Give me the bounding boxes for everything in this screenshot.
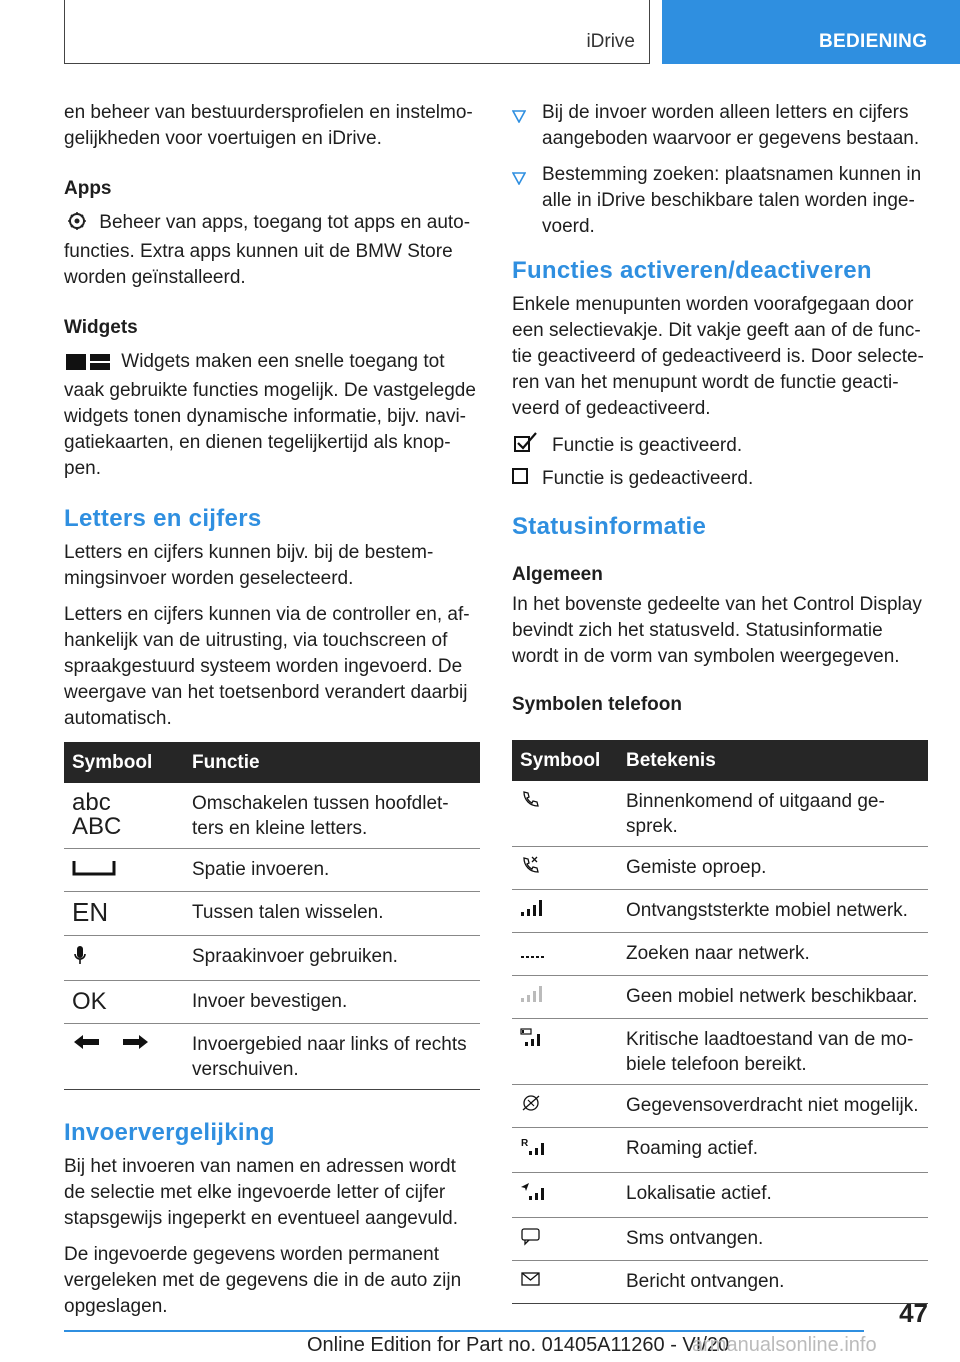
arrows-icon — [64, 1024, 184, 1090]
bullet-text: Bestemming zoeken: plaatsnamen kunnen in alle in iDrive beschikbare talen worden inge-voerd. — [542, 164, 922, 237]
checkbox-checked-icon — [514, 432, 538, 460]
section-title: iDrive — [586, 31, 635, 52]
no-data-icon — [512, 1085, 618, 1128]
checkbox-unchecked-icon — [512, 466, 528, 492]
table-cell: Gemiste oproep. — [618, 847, 928, 890]
letters-heading: Letters en cijfers — [64, 505, 262, 532]
column-header: Symbool — [64, 742, 184, 783]
table-cell: Bericht ontvangen. — [618, 1261, 928, 1304]
functies-paragraph: Enkele menupunten worden voorafgegaan door een selectievakje. Dit vakje geeft aan of de func-tie geactiveerd of gedeactiveerd is. Door selecte-ren van het menupunt wordt de functie geacti-veerd of gedeactiveerd. — [512, 294, 924, 419]
table-row — [512, 781, 928, 847]
table-cell: Lokalisatie actief. — [618, 1173, 928, 1218]
searching-icon — [512, 933, 618, 976]
gear-icon — [64, 211, 90, 239]
apps-title: Apps — [64, 178, 112, 199]
invoer-paragraph-1: Bij het invoeren van namen en adressen wordt de selectie met elke ingevoerde letter of cijfer stapsgewijs ingeperkt en eventueel aangevuld. — [64, 1156, 458, 1229]
edition-text: Online Edition for Part no. 01405A11260 - VI/20 — [307, 1334, 730, 1356]
EN-label: EN — [72, 897, 109, 927]
watermark-text: armanualsonline.info — [692, 1334, 877, 1356]
table-row — [64, 1024, 480, 1090]
table-cell: Omschakelen tussen hoofdlet-ters en kleine letters. — [184, 783, 480, 849]
table-row — [512, 847, 928, 890]
keyboard-symbols-table — [64, 742, 480, 1090]
algemeen-paragraph: In het bovenste gedeelte van het Control Display bevindt zich het statusveld. Statusinformatie wordt in de vorm van symbolen weergegeven. — [512, 594, 922, 667]
table-row — [512, 1173, 928, 1218]
phone-symbols-table — [512, 740, 928, 1304]
header-right-box — [662, 0, 960, 64]
location-icon — [512, 1173, 618, 1218]
missed-call-icon — [512, 847, 618, 890]
ABC-label: ABC — [72, 813, 122, 840]
bullet-item — [512, 100, 928, 152]
table-cell: Spatie invoeren. — [184, 849, 480, 892]
letters-paragraph-1: Letters en cijfers kunnen bijv. bij de bestem-mingsinvoer worden geselecteerd. — [64, 542, 434, 589]
table-row — [64, 783, 480, 849]
microphone-icon — [64, 936, 184, 981]
apps-text: Beheer van apps, toegang tot apps en auto-functies. Extra apps kunnen uit de BMW Store worden geïnstalleerd. — [64, 212, 471, 288]
signal-icon — [512, 890, 618, 933]
table-row — [64, 849, 480, 892]
table-row — [512, 890, 928, 933]
table-cell: Geen mobiel netwerk beschikbaar. — [618, 976, 928, 1019]
checkbox-checked-row — [512, 432, 928, 460]
widgets-text: Widgets maken een snelle toegang tot vaak gebruikte functies mogelijk. De vastgelegde widgets tonen dynamische informatie, bijv. navi-gatiekaarten, en dienen tegelijkertijd als knop-pen. — [64, 351, 476, 479]
column-header: Symbool — [512, 740, 618, 781]
table-cell: Gegevensoverdracht niet mogelijk. — [618, 1085, 928, 1128]
abc-ABC-icon — [64, 783, 184, 849]
table-cell: Spraakinvoer gebruiken. — [184, 936, 480, 981]
chapter-title: BEDIENING — [819, 31, 928, 52]
table-cell: Roaming actief. — [618, 1128, 928, 1173]
invoer-heading: Invoervergelijking — [64, 1119, 275, 1146]
table-header-row — [512, 740, 928, 781]
checkbox-checked-label: Functie is geactiveerd. — [552, 435, 743, 456]
sms-icon — [512, 1218, 618, 1261]
right-column — [512, 100, 928, 1304]
header-left-box — [64, 0, 650, 64]
table-cell: Invoergebied naar links of rechts verschuiven. — [184, 1024, 480, 1090]
bullet-item — [512, 162, 928, 240]
battery-critical-icon — [512, 1019, 618, 1085]
table-row — [64, 892, 480, 936]
no-network-icon — [512, 976, 618, 1019]
table-cell: Kritische laadtoestand van de mo-biele telefoon bereikt. — [618, 1019, 928, 1085]
table-cell: Ontvangststerkte mobiel netwerk. — [618, 890, 928, 933]
widgets-title: Widgets — [64, 317, 138, 338]
triangle-bullet-icon — [512, 105, 526, 131]
footer-divider — [64, 1330, 864, 1332]
table-row — [64, 936, 480, 981]
OK-label: OK — [72, 988, 107, 1015]
table-cell: Invoer bevestigen. — [184, 981, 480, 1024]
ok-icon — [64, 981, 184, 1024]
svg-text:R: R — [521, 1138, 529, 1149]
column-header: Functie — [184, 742, 480, 783]
table-cell: Sms ontvangen. — [618, 1218, 928, 1261]
phone-icon — [512, 781, 618, 847]
bullet-text: Bij de invoer worden alleen letters en cijfers aangeboden waarvoor er gegevens bestaan. — [542, 102, 920, 149]
widgets-icon — [64, 352, 112, 378]
table-cell: Zoeken naar netwerk. — [618, 933, 928, 976]
apps-paragraph — [64, 210, 480, 291]
left-column — [64, 100, 480, 1330]
page-number: 47 — [899, 1298, 928, 1328]
intro-paragraph: en beheer van bestuurdersprofielen en instelmo-gelijkheden voor voertuigen en iDrive. — [64, 102, 473, 149]
language-icon — [64, 892, 184, 936]
letters-paragraph-2: Letters en cijfers kunnen via de controller en, af-hankelijk van de uitrusting, via touchscreen of spraakgestuurd systeem worden ingevoerd. De weergave van het toetsenbord verandert daarbij automatisch. — [64, 604, 470, 729]
table-row — [64, 981, 480, 1024]
table-row — [512, 933, 928, 976]
table-cell: Tussen talen wisselen. — [184, 892, 480, 936]
table-row — [512, 1019, 928, 1085]
table-row — [512, 1085, 928, 1128]
roaming-icon — [512, 1128, 618, 1173]
algemeen-title: Algemeen — [512, 564, 603, 585]
table-row — [512, 1261, 928, 1304]
table-header-row — [64, 742, 480, 783]
table-cell: Binnenkomend of uitgaand ge-sprek. — [618, 781, 928, 847]
column-header: Betekenis — [618, 740, 928, 781]
table-row — [512, 1218, 928, 1261]
checkbox-unchecked-label: Functie is gedeactiveerd. — [542, 468, 754, 489]
checkbox-unchecked-row — [512, 466, 928, 492]
widgets-paragraph — [64, 349, 480, 482]
status-heading: Statusinformatie — [512, 513, 707, 540]
triangle-bullet-icon — [512, 167, 526, 193]
functies-heading: Functies activeren/deactiveren — [512, 257, 872, 284]
table-row — [512, 976, 928, 1019]
table-row — [512, 1128, 928, 1173]
abc-label: abc — [72, 789, 111, 816]
symbolen-title: Symbolen telefoon — [512, 694, 682, 715]
invoer-paragraph-2: De ingevoerde gegevens worden permanent vergeleken met de gegevens die in de auto zijn opgeslagen. — [64, 1244, 462, 1317]
mail-icon — [512, 1261, 618, 1304]
space-icon — [64, 849, 184, 892]
